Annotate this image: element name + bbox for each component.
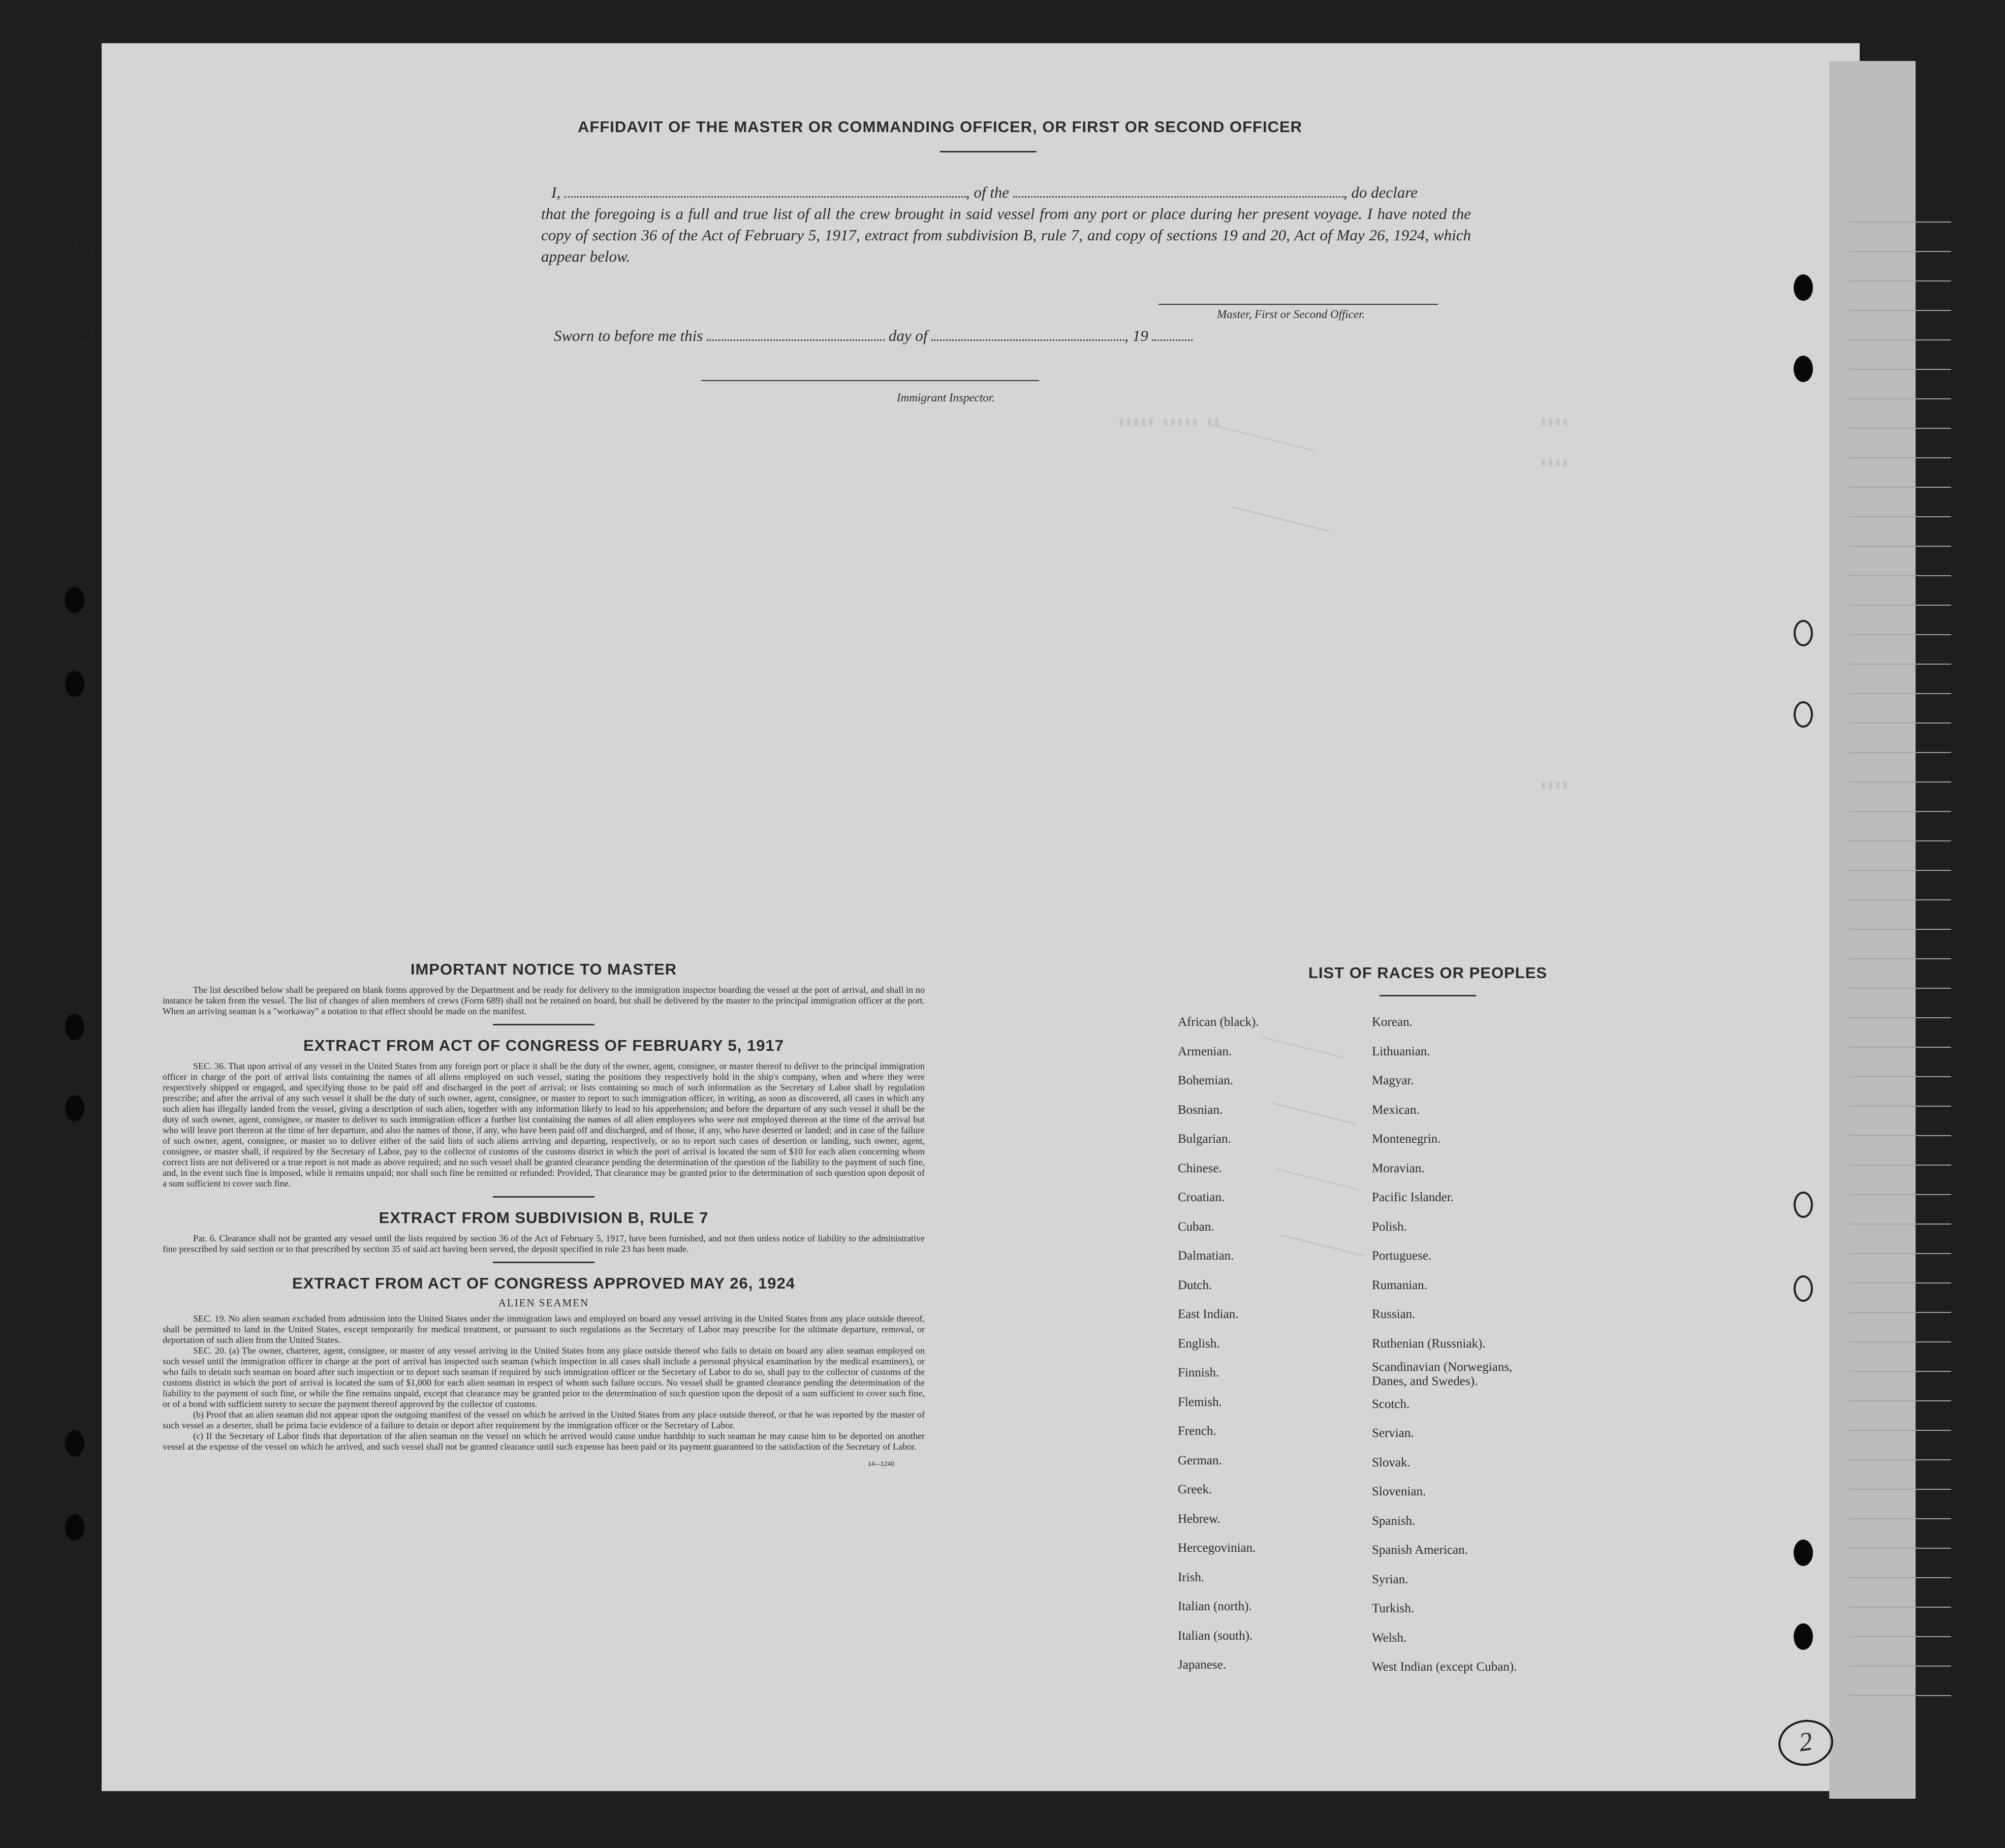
race-item: East Indian. xyxy=(1178,1307,1239,1321)
race-item: Irish. xyxy=(1178,1570,1205,1584)
alien-seamen-subheading: ALIEN SEAMEN xyxy=(498,1297,589,1309)
do-declare-label: , do declare xyxy=(1343,183,1418,201)
binder-hole xyxy=(65,1514,84,1541)
race-item: Bohemian. xyxy=(1178,1074,1234,1087)
vessel-name-field[interactable] xyxy=(1013,196,1343,198)
binder-hole-ghost xyxy=(74,318,93,344)
affidavit-statement xyxy=(541,182,1471,267)
race-item: Finnish. xyxy=(1178,1366,1219,1380)
race-item: Polish. xyxy=(1372,1219,1407,1234)
race-item: Servian. xyxy=(1372,1426,1414,1440)
race-item: Scotch. xyxy=(1372,1397,1410,1411)
race-item: Rumanian. xyxy=(1372,1278,1428,1292)
binder-hole xyxy=(65,1014,84,1040)
race-item: Russian. xyxy=(1372,1307,1416,1321)
race-item: Moravian. xyxy=(1372,1161,1425,1175)
race-item: Dalmatian. xyxy=(1178,1249,1234,1263)
race-item: Armenian. xyxy=(1178,1044,1232,1058)
binder-hole xyxy=(1794,356,1813,382)
race-item: Portuguese. xyxy=(1372,1249,1432,1263)
race-item: Hebrew. xyxy=(1178,1512,1220,1526)
inspector-caption: Immigrant Inspector. xyxy=(897,391,995,404)
circled-page-number: 2 xyxy=(1775,1716,1836,1769)
race-item: Ruthenian (Russniak). xyxy=(1372,1336,1486,1351)
race-item: Welsh. xyxy=(1372,1631,1407,1645)
inspector-signature-line[interactable] xyxy=(701,380,1039,381)
master-signature-line[interactable] xyxy=(1158,304,1438,305)
sworn-year-field[interactable] xyxy=(1152,339,1193,341)
bleed-through-text: ▮▮▮▮ xyxy=(1540,416,1569,429)
section-rule xyxy=(493,1262,594,1263)
sworn-month-field[interactable] xyxy=(931,339,1124,341)
binder-hole-ghost xyxy=(74,236,93,263)
extract-1917-heading: EXTRACT FROM ACT OF CONGRESS OF FEBRUARY 5, 1917 xyxy=(303,1037,784,1054)
race-item: Magyar. xyxy=(1372,1074,1414,1087)
master-signature-caption: Master, First or Second Officer. xyxy=(1217,308,1365,321)
race-item: Greek. xyxy=(1178,1483,1212,1496)
race-item: Lithuanian. xyxy=(1372,1044,1430,1058)
affidavit-heading: AFFIDAVIT OF THE MASTER OR COMMANDING OFFICER, OR FIRST OR SECOND OFFICER xyxy=(577,118,1303,136)
binder-hole-ghost xyxy=(1794,1192,1813,1218)
rule-7-heading: EXTRACT FROM SUBDIVISION B, RULE 7 xyxy=(379,1209,709,1227)
race-item: Slovenian. xyxy=(1372,1485,1426,1498)
race-item: Pacific Islander. xyxy=(1372,1191,1454,1204)
binder-hole xyxy=(65,671,84,697)
sec-20c-text: (c) If the Secretary of Labor finds that deportation of the alien seaman on the vessel on which he arrived would cause undue hardship to such seaman he may cause him to be deported on another vessel at the expense of the vessel on which he arrived, and such vessel shall not be granted clearance until such expense has been paid or its payment guaranteed to the satisfaction of the Secretary of Labor. xyxy=(163,1431,925,1452)
extract-1917-text: SEC. 36. That upon arrival of any vessel in the United States from any foreign port or place it shall be the duty of the owner, agent, consignee, or master thereof to deliver to the principal immigration officer in charge of the port of arrival lists containing the names of all aliens employed on such vessel, stating the positions they respectively hold in the ship's company, when and where they were respectively shipped or engaged, and specifying those to be paid off and discharged in the port of arrival; or lists containing so much of such information as the Secretary of Labor shall by regulation prescribe; and after the arrival of any such vessel it shall be the duty of such owner, agent, consignee, or master to report to such immigration officer, in writing, as soon as discovered, all cases in which any such alien has illegally landed from the vessel, giving a description of such alien, together with any information likely to lead to his apprehension; and before the departure of any such vessel it shall be the duty of such owner, agent, consignee, or master to deliver to such immigration officer a further list containing the names of all alien employees who were not employed thereon at the time of the arrival but who will leave port thereon at the time of her departure, and also the names of those, if any, who have been paid off and discharged, and of those, if any, who have deserted or landed; and in case of the failure of such owner, agent, consignee, or master so to deliver either of the said lists of such aliens arriving and departing, respectively, or so to report such cases of desertion or landing, such owner, agent, consignee, or master shall, if required by the Secretary of Labor, pay to the collector of customs of the customs district in which the port of arrival is located the sum of $10 for each alien concerning whom correct lists are not delivered or a true report is not made as above required; and no such vessel shall be granted clearance pending the determination of the question of the liability to the payment of such fine, and, in the event such fine is imposed, while it remains unpaid; nor shall such fine be remitted or refunded: Provided, That clearance may be granted prior to the determination of such question upon deposit of a sum sufficient to cover such fine. xyxy=(163,1061,925,1188)
bleed-through-text: ▮▮▮▮ xyxy=(1540,779,1569,793)
race-item: Spanish American. xyxy=(1372,1543,1468,1557)
race-item: Italian (south). xyxy=(1178,1628,1253,1643)
notices-column xyxy=(163,960,925,1467)
declarant-name-field[interactable] xyxy=(565,196,966,198)
race-item: Bulgarian. xyxy=(1178,1132,1231,1146)
race-item: Chinese. xyxy=(1178,1161,1222,1175)
race-item: German. xyxy=(1178,1453,1222,1467)
affidavit-body-text: that the foregoing is a full and true list of all the crew brought in said vessel from any port or place during her present voyage. I have noted the copy of section 36 of the Act of February 5, 1917, extract from subdivision B, rule 7, and copy of sections 19 and 20, Act of May 26, 1924, which appear below. xyxy=(541,205,1471,265)
race-item: Scandinavian (Norwegians, Danes, and Swedes). xyxy=(1372,1360,1513,1388)
race-item: Syrian. xyxy=(1372,1572,1408,1586)
document-sheet xyxy=(102,43,1860,1791)
race-item: Bosnian. xyxy=(1178,1103,1223,1117)
binder-hole xyxy=(65,1095,84,1121)
sworn-day-field[interactable] xyxy=(707,339,885,341)
section-rule xyxy=(493,1196,594,1198)
sworn-line xyxy=(554,325,1193,347)
race-item: Flemish. xyxy=(1178,1395,1222,1409)
race-item: English. xyxy=(1178,1336,1220,1351)
binder-hole-ghost xyxy=(1794,1275,1813,1302)
section-rule xyxy=(493,1024,594,1025)
races-column-2 xyxy=(1372,1008,1540,1682)
race-item: Cuban. xyxy=(1178,1219,1214,1234)
sec-19-text: SEC. 19. No alien seaman excluded from admission into the United States under the immigration laws and employed on board any vessel arriving in the United States from any place outside thereof, shall be permitted to land in the United States, except temporarily for medical treatment, or pursuant to such regulations as the Secretary of Labor may prescribe for the ultimate departure, removal, or deportation of such alien from the United States. xyxy=(163,1313,925,1345)
race-item: Montenegrin. xyxy=(1372,1132,1441,1146)
form-number: 14—1240 xyxy=(867,1460,894,1467)
day-of-label: day of xyxy=(888,327,928,344)
races-column-1 xyxy=(1178,1008,1259,1680)
race-item: West Indian (except Cuban). xyxy=(1372,1660,1517,1674)
race-item: Japanese. xyxy=(1178,1658,1227,1672)
i-label: I, xyxy=(551,183,561,201)
race-item: Hercegovinian. xyxy=(1178,1541,1256,1555)
binder-hole xyxy=(1794,1540,1813,1566)
race-item: Italian (north). xyxy=(1178,1600,1252,1613)
race-item: Spanish. xyxy=(1372,1514,1416,1528)
heading-rule xyxy=(940,151,1037,152)
binder-hole xyxy=(1794,1623,1813,1650)
of-the-label: , of the xyxy=(965,183,1010,201)
race-item: Slovak. xyxy=(1372,1455,1411,1469)
underlying-page-ruling xyxy=(1850,193,1951,1717)
race-item: African (black). xyxy=(1178,1015,1259,1029)
notice-heading: IMPORTANT NOTICE TO MASTER xyxy=(410,960,677,978)
race-item: Turkish. xyxy=(1372,1602,1415,1615)
rule-7-text: Par. 6. Clearance shall not be granted any vessel until the lists required by section 36 of the Act of February 5, 1917, have been furnished, and not then unless notice of liability to the administrative fine prescribed by said section or to that prescribed by section 35 of said act having been served, the deposit specified in rule 23 has been made. xyxy=(163,1233,925,1254)
races-heading: LIST OF RACES OR PEOPLES xyxy=(1308,964,1548,982)
race-item: Croatian. xyxy=(1178,1191,1225,1204)
race-item: Dutch. xyxy=(1178,1278,1212,1292)
race-item: French. xyxy=(1178,1424,1216,1438)
year-prefix: , 19 xyxy=(1124,327,1148,344)
sec-20a-text: SEC. 20. (a) The owner, charterer, agent, consignee, or master of any vessel arriving in the United States from any place outside thereof who fails to detain on board any alien seaman employed on such vessel until the immigration officer in charge at the port of arrival has inspected such seaman (which inspection in all cases shall include a personal physical examination by the medical examiners), or who fails to detain such seaman on board after such inspection or to deport such seaman if required by such immigration officer or the Secretary of Labor to do so, shall pay to the collector of customs of the customs district in which the port of arrival is located the sum of $1,000 for each alien seaman in respect of whom such failure occurs. No vessel shall be granted clearance pending the determination of the liability to the payment of such fine, or while the fine remains unpaid, except that clearance may be granted prior to the determination of such question upon the deposit of a sum sufficient to cover such fine, or of a bond with sufficient surety to secure the payment thereof approved by the collector of customs. xyxy=(163,1345,925,1409)
sworn-label: Sworn to before me this xyxy=(554,327,703,344)
binder-hole-ghost xyxy=(1794,620,1813,646)
race-item: Korean. xyxy=(1372,1015,1413,1029)
notice-text: The list described below shall be prepared on blank forms approved by the Department and be ready for delivery to the immigration inspector boarding the vessel at the port of arrival, and shall in no instance be taken from the vessel. The list of changes of alien members of crews (Form 689) shall not be retained on board, but shall be delivered by the master to the principal immigration officer at the port. When an arriving seaman is a "workaway" a notation to that effect should be made on the manifest. xyxy=(163,985,925,1016)
race-item: Mexican. xyxy=(1372,1103,1420,1117)
binder-hole xyxy=(65,587,84,613)
sec-20b-text: (b) Proof that an alien seaman did not appear upon the outgoing manifest of the vessel on which he arrived in the United States from any place outside thereof, or that he was reported by the master of such vessel as a deserter, shall be prima facie evidence of a failure to detain or deport after requirement by the immigration officer or the Secretary of Labor. xyxy=(163,1410,925,1430)
binder-hole xyxy=(1794,274,1813,301)
binder-hole-ghost xyxy=(1794,701,1813,728)
races-heading-rule xyxy=(1380,995,1476,996)
binder-hole xyxy=(65,1430,84,1457)
bleed-through-text: ▮▮▮▮ xyxy=(1540,456,1569,470)
bleed-through-text: ▮▮▮▮▮ ▮▮▮▮▮ ▮▮ xyxy=(1118,416,1221,429)
extract-1924-heading: EXTRACT FROM ACT OF CONGRESS APPROVED MAY 26, 1924 xyxy=(292,1274,795,1292)
